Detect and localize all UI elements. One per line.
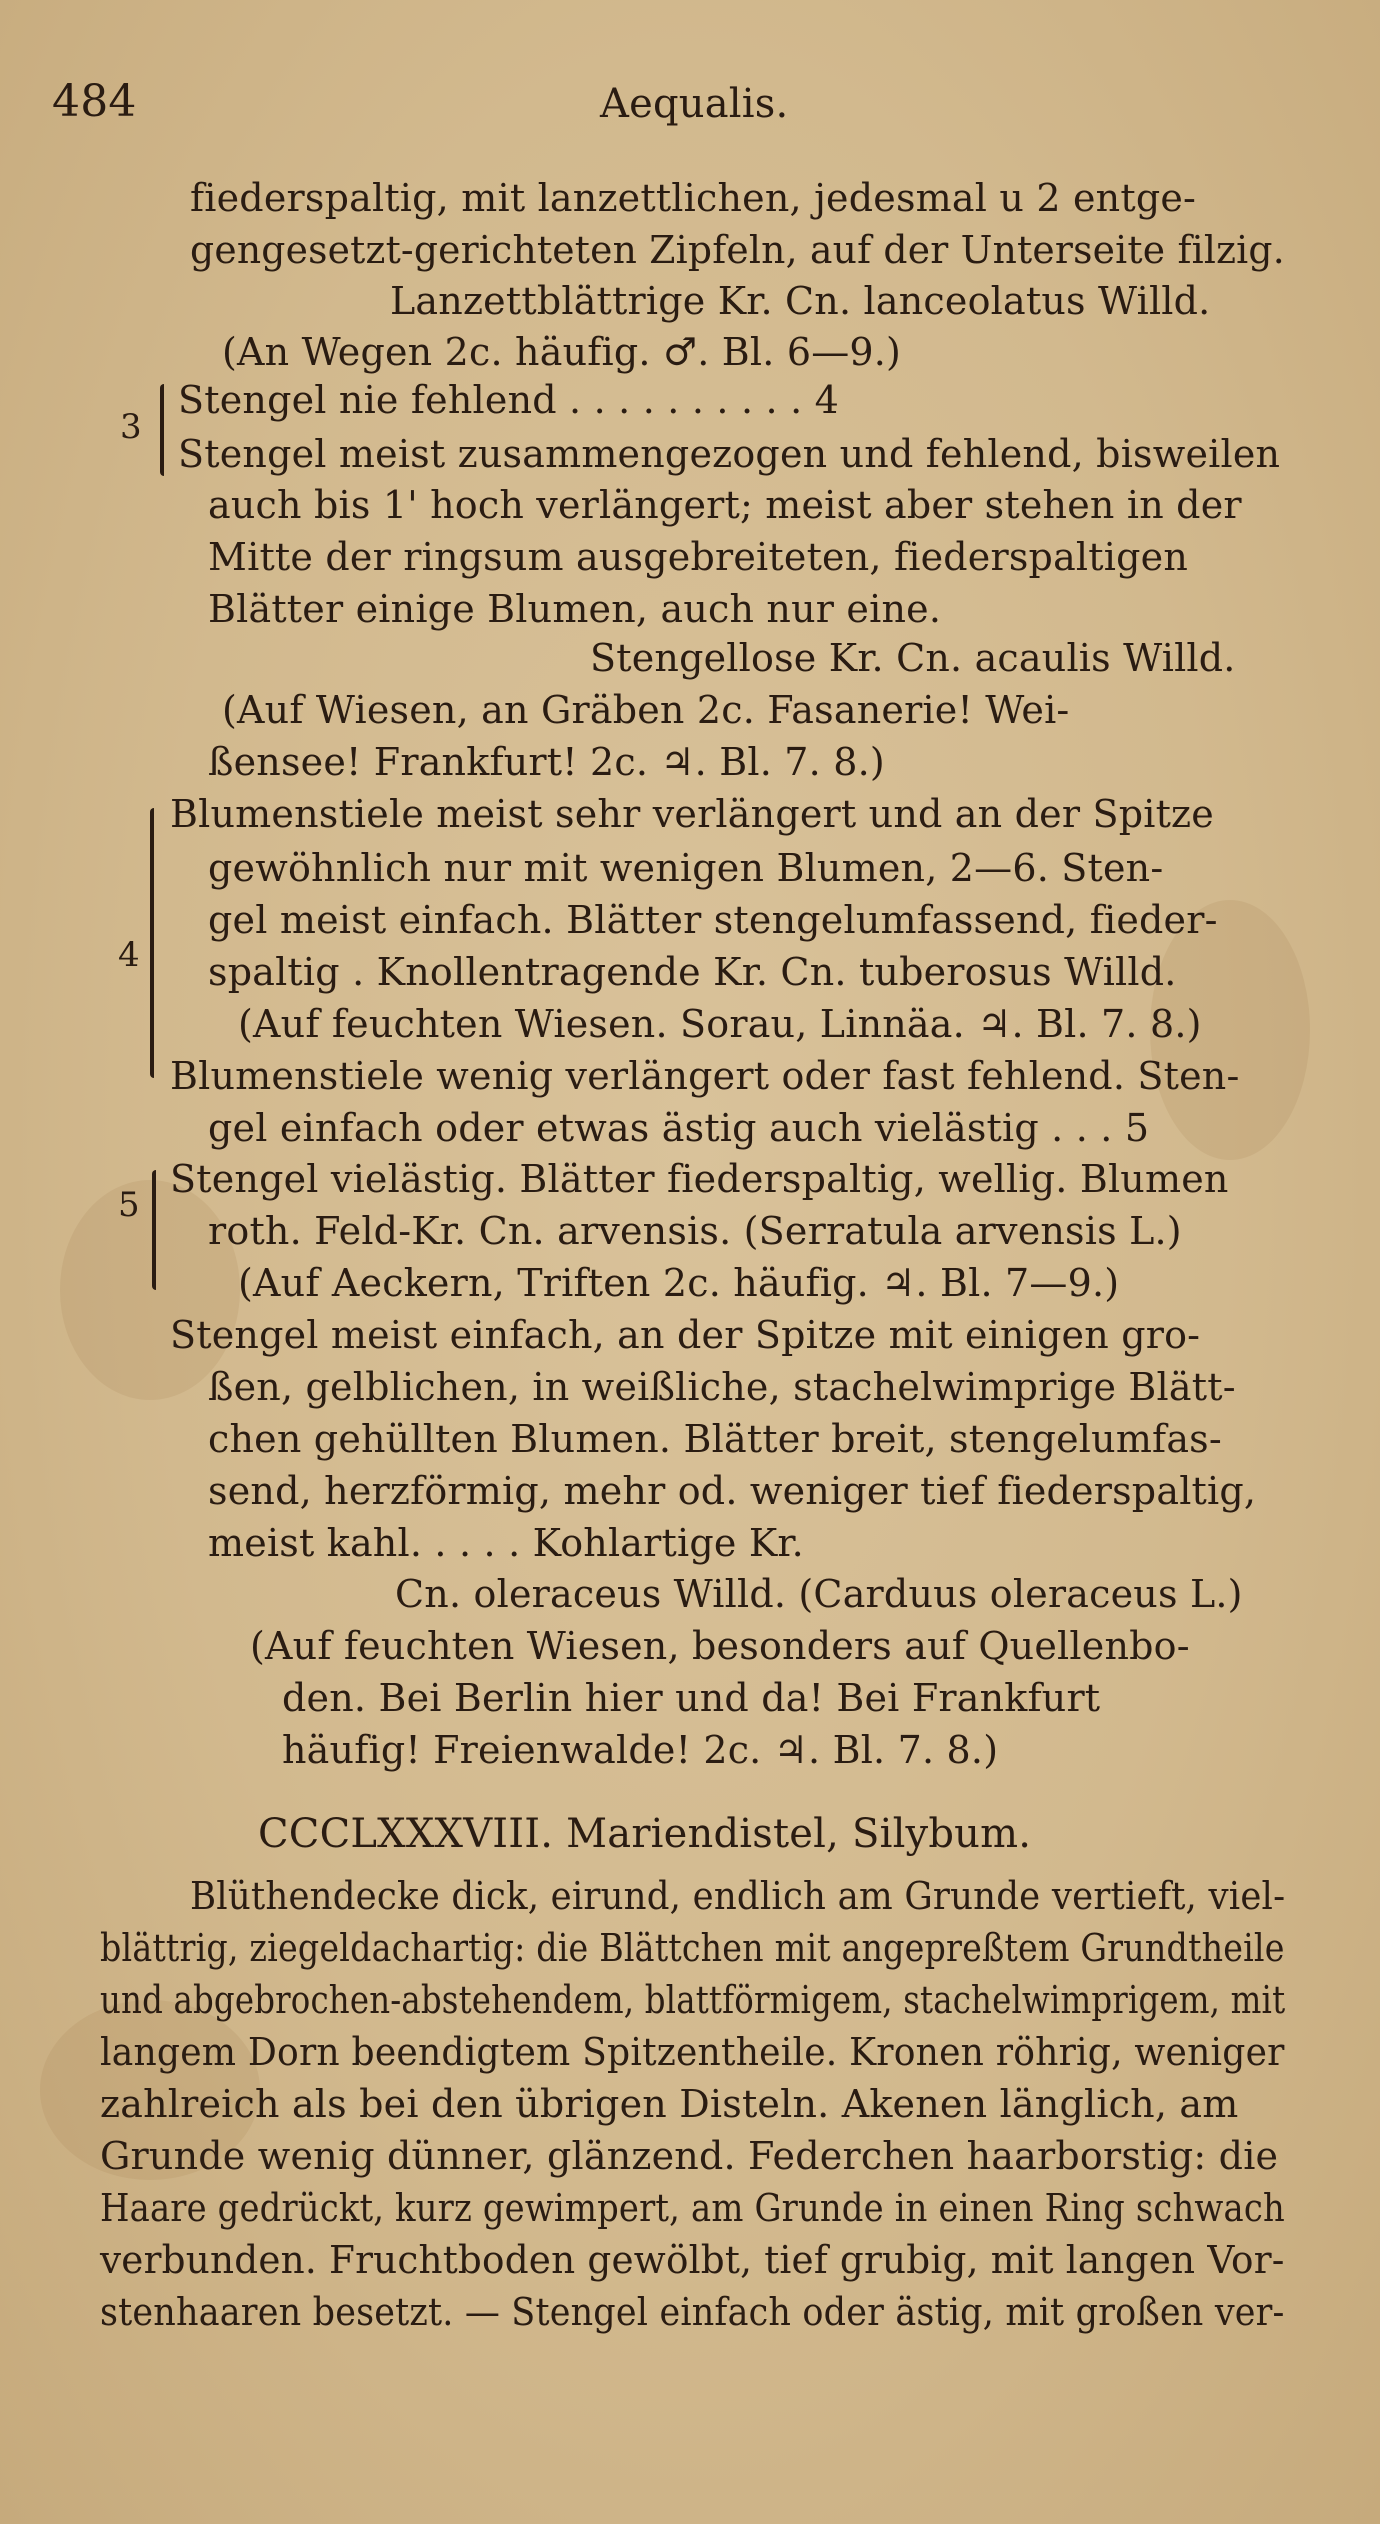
text-line: ßen, gelblichen, in weißliche, stachelwimprige Blätt-	[208, 1365, 1236, 1409]
text-line: fiederspaltig, mit lanzettlichen, jedesmal u 2 entge-	[190, 176, 1197, 220]
text-line: meist kahl. . . . . Kohlartige Kr.	[208, 1521, 804, 1565]
text-line: (Auf feuchten Wiesen. Sorau, Linnäa. ♃. Bl. 7. 8.)	[238, 1002, 1202, 1046]
text-line: Mitte der ringsum ausgebreiteten, fiederspaltigen	[208, 535, 1188, 579]
text-line: Stengel nie fehlend . . . . . . . . . . 4	[178, 378, 840, 422]
text-line: Blumenstiele meist sehr verlängert und an der Spitze	[170, 792, 1214, 836]
brace-number-5: 5	[118, 1185, 140, 1225]
text-line: (Auf feuchten Wiesen, besonders auf Quellenbo-	[250, 1624, 1190, 1668]
text-line: Blumenstiele wenig verlängert oder fast fehlend. Sten-	[170, 1054, 1240, 1098]
text-line: (Auf Wiesen, an Gräben 2c. Fasanerie! Wei-	[222, 688, 1070, 732]
paragraph-line: verbunden. Fruchtboden gewölbt, tief grubig, mit langen Vor-	[100, 2238, 1285, 2282]
page-number: 484	[52, 76, 137, 127]
text-line: gel einfach oder etwas ästig auch vielästig . . . 5	[208, 1106, 1150, 1150]
brace-3	[160, 384, 164, 476]
species-name-line: Lanzettblättrige Kr. Cn. lanceolatus Willd.	[390, 279, 1211, 323]
text-line: Stengel vielästig. Blätter fiederspaltig, wellig. Blumen	[170, 1157, 1229, 1201]
text-line: roth. Feld-Kr. Cn. arvensis. (Serratula arvensis L.)	[208, 1209, 1182, 1253]
brace-number-3: 3	[120, 407, 142, 447]
paragraph-line: Blüthendecke dick, eirund, endlich am Grunde vertieft, viel-	[190, 1874, 1286, 1918]
text-line: spaltig . Knollentragende Kr. Cn. tuberosus Willd.	[208, 950, 1177, 994]
text-line: (Auf Aeckern, Triften 2c. häufig. ♃. Bl. 7—9.)	[238, 1261, 1120, 1305]
text-line: häufig! Freienwalde! 2c. ♃. Bl. 7. 8.)	[282, 1728, 999, 1772]
brace-number-4: 4	[118, 935, 140, 975]
brace-4	[150, 808, 154, 1078]
text-line: gewöhnlich nur mit wenigen Blumen, 2—6. Sten-	[208, 846, 1164, 890]
text-line: ßensee! Frankfurt! 2c. ♃. Bl. 7. 8.)	[208, 740, 885, 784]
running-title: Aequalis.	[600, 81, 789, 127]
text-line: den. Bei Berlin hier und da! Bei Frankfurt	[282, 1676, 1101, 1720]
paragraph-line: blättrig, ziegeldachartig: die Blättchen mit angepreßtem Grundtheile	[100, 1926, 1285, 1970]
paragraph-line: stenhaaren besetzt. — Stengel einfach oder ästig, mit großen ver-	[100, 2290, 1285, 2334]
paragraph-line: und abgebrochen-abstehendem, blattförmigem, stachelwimprigem, mit	[100, 1978, 1286, 2022]
text-line: Stengel meist einfach, an der Spitze mit einigen gro-	[170, 1313, 1201, 1357]
section-heading: CCCLXXXVIII. Mariendistel, Silybum.	[258, 1811, 1032, 1857]
text-line: Stengel meist zusammengezogen und fehlend, bisweilen	[178, 432, 1281, 476]
text-line: (An Wegen 2c. häufig. ♂. Bl. 6—9.)	[222, 330, 902, 374]
paragraph-line: langem Dorn beendigtem Spitzentheile. Kronen röhrig, weniger	[100, 2030, 1285, 2074]
paragraph-line: zahlreich als bei den übrigen Disteln. Akenen länglich, am	[100, 2082, 1239, 2126]
text-line: Blätter einige Blumen, auch nur eine.	[208, 587, 942, 631]
text-line: send, herzförmig, mehr od. weniger tief fiederspaltig,	[208, 1469, 1257, 1513]
text-line: gengesetzt-gerichteten Zipfeln, auf der Unterseite filzig.	[190, 228, 1285, 272]
text-line: chen gehüllten Blumen. Blätter breit, stengelumfas-	[208, 1417, 1222, 1461]
brace-5	[152, 1170, 156, 1290]
text-line: gel meist einfach. Blätter stengelumfassend, fieder-	[208, 898, 1218, 942]
species-name-line: Cn. oleraceus Willd. (Carduus oleraceus L.)	[395, 1572, 1243, 1616]
paragraph-line: Grunde wenig dünner, glänzend. Federchen haarborstig: die	[100, 2134, 1279, 2178]
paragraph-line: Haare gedrückt, kurz gewimpert, am Grunde in einen Ring schwach	[100, 2186, 1285, 2230]
species-name-line: Stengellose Kr. Cn. acaulis Willd.	[590, 636, 1236, 680]
text-line: auch bis 1' hoch verlängert; meist aber stehen in der	[208, 483, 1242, 527]
